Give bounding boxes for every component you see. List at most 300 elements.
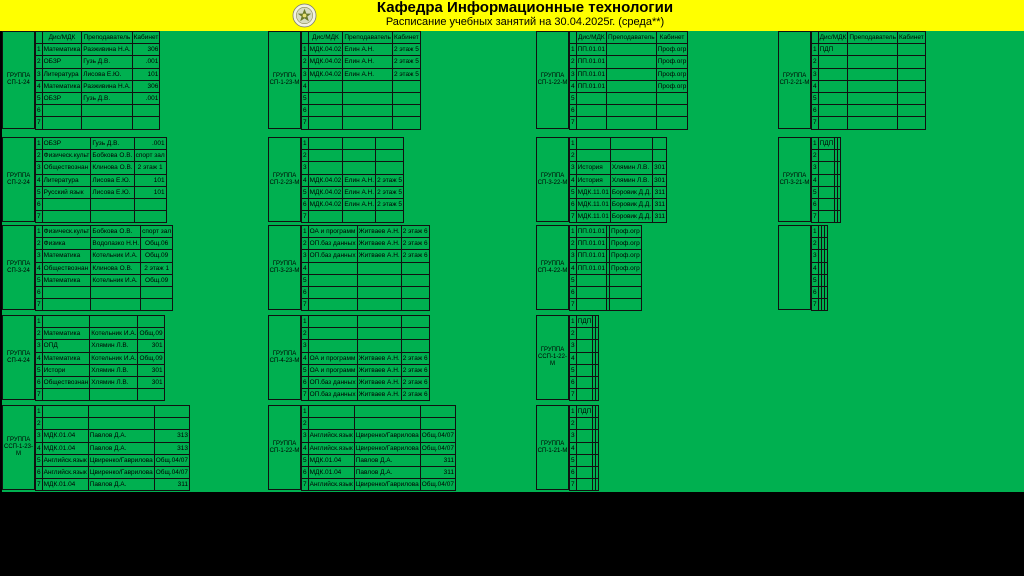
- lesson-number: 1: [36, 316, 43, 328]
- table-row: [36, 340, 165, 352]
- table-row: [36, 150, 167, 162]
- lesson-table: [569, 225, 642, 311]
- teacher-cell: Житваев А.Н.: [357, 238, 401, 250]
- teacher-cell: [357, 299, 401, 311]
- room-cell: [653, 138, 667, 150]
- lesson-number: 1: [36, 226, 43, 238]
- table-row: [36, 466, 190, 478]
- lesson-number: 2: [302, 150, 309, 162]
- subject-cell: МДК.11.01: [576, 198, 610, 210]
- room-cell: [596, 406, 599, 418]
- teacher-cell: [357, 340, 401, 352]
- lesson-number: 1: [570, 44, 577, 56]
- table-row: [570, 299, 642, 311]
- table-row: [570, 328, 599, 340]
- header-teacher: Преподаватель: [848, 32, 898, 44]
- table-row: [570, 198, 667, 210]
- teacher-cell: [357, 286, 401, 298]
- subject-cell: Литература: [42, 174, 91, 186]
- subject-cell: [576, 466, 593, 478]
- lesson-table: [811, 137, 841, 223]
- lesson-number: 2: [570, 238, 577, 250]
- table-row: [570, 250, 642, 262]
- teacher-cell: Житваев А.Н.: [357, 364, 401, 376]
- header-number-cell: [812, 32, 819, 44]
- group-name: ГРУППА СП-4-22-М: [536, 225, 569, 310]
- schedule-grid: [2, 31, 1024, 492]
- subject-cell: [576, 150, 610, 162]
- teacher-cell: [607, 105, 657, 117]
- table-row: [812, 80, 926, 92]
- subject-cell: [576, 364, 593, 376]
- subject-cell: ПП.01.01: [576, 238, 606, 250]
- teacher-cell: Гузь Д.В.: [91, 138, 134, 150]
- header-number-cell: [570, 32, 577, 44]
- table-row: [812, 92, 926, 104]
- table-row: [36, 56, 160, 68]
- teacher-cell: [354, 406, 420, 418]
- lesson-number: 2: [302, 56, 309, 68]
- room-cell: [420, 418, 455, 430]
- group-name: ГРУППА СП-2-21-М: [778, 31, 811, 129]
- table-row: [570, 442, 599, 454]
- teacher-cell: [343, 162, 376, 174]
- subject-cell: [576, 389, 593, 401]
- lesson-table: [811, 31, 926, 130]
- table-row: [812, 250, 828, 262]
- room-cell: [596, 316, 599, 328]
- lesson-number: 1: [302, 316, 309, 328]
- subject-cell: ОП.баз данных: [308, 238, 357, 250]
- teacher-cell: [90, 316, 138, 328]
- lesson-number: 5: [36, 92, 43, 104]
- table-row: [302, 138, 404, 150]
- subject-cell: [42, 198, 91, 210]
- teacher-cell: Клинова О.В.: [91, 262, 141, 274]
- teacher-cell: [848, 56, 898, 68]
- teacher-cell: Боровик Д.Д.: [610, 186, 652, 198]
- table-row: [302, 262, 430, 274]
- room-cell: [376, 211, 404, 223]
- subject-cell: [308, 162, 343, 174]
- lesson-number: 3: [570, 250, 577, 262]
- lesson-table: [35, 405, 190, 491]
- lesson-number: 6: [570, 198, 577, 210]
- room-cell: Проф.огр: [610, 262, 642, 274]
- subject-cell: ПП.01.01: [576, 250, 606, 262]
- lesson-number: 2: [36, 328, 43, 340]
- subject-cell: [576, 418, 593, 430]
- room-cell: [610, 286, 642, 298]
- table-header-row: [570, 32, 688, 44]
- subject-cell: [308, 92, 343, 104]
- lesson-number: 7: [36, 211, 43, 223]
- lesson-number: 4: [570, 352, 577, 364]
- table-row: [36, 418, 190, 430]
- room-cell: [154, 418, 189, 430]
- lesson-table: [301, 315, 430, 401]
- room-cell: [596, 442, 599, 454]
- room-cell: 301: [138, 376, 164, 388]
- lesson-number: 5: [812, 274, 819, 286]
- table-row: [302, 328, 430, 340]
- table-row: [570, 364, 599, 376]
- page-title: Кафедра Информационные технологии: [376, 0, 674, 16]
- room-cell: [392, 92, 420, 104]
- lesson-number: 5: [570, 92, 577, 104]
- table-row: [302, 162, 404, 174]
- teacher-cell: Цвиренко/Гаврилова: [354, 442, 420, 454]
- lesson-number: 4: [36, 80, 43, 92]
- lesson-number: 5: [36, 364, 43, 376]
- room-cell: 2 этаж 5: [392, 44, 420, 56]
- room-cell: Общ.09: [138, 352, 164, 364]
- teacher-cell: Хлямин Л.В.: [90, 340, 138, 352]
- teacher-cell: Елин А.Н.: [343, 68, 393, 80]
- lesson-number: 3: [36, 162, 43, 174]
- room-cell: Общ.04/07: [420, 479, 455, 491]
- table-row: [812, 105, 926, 117]
- group-name: ГРУППА СП-1-22-М: [268, 405, 301, 490]
- lesson-number: 1: [302, 44, 309, 56]
- lesson-number: 1: [302, 138, 309, 150]
- group-name: [778, 225, 811, 310]
- table-row: [570, 162, 667, 174]
- lesson-number: 5: [302, 92, 309, 104]
- subject-cell: МДК.01.04: [42, 430, 88, 442]
- table-row: [36, 376, 165, 388]
- subject-cell: ОБЗР: [42, 92, 82, 104]
- room-cell: [838, 174, 841, 186]
- lesson-number: 2: [302, 238, 309, 250]
- teacher-cell: Бобкова О.В.: [91, 150, 134, 162]
- room-cell: [824, 250, 827, 262]
- teacher-cell: [848, 92, 898, 104]
- room-cell: .001: [134, 138, 166, 150]
- teacher-cell: Павлов Д.А.: [88, 430, 154, 442]
- lesson-number: 5: [570, 454, 577, 466]
- lesson-table: [569, 137, 667, 223]
- teacher-cell: Цвиренко/Гаврилова: [88, 466, 154, 478]
- group-name: ГРУППА СП-3-21-М: [778, 137, 811, 222]
- teacher-cell: Елин А.Н.: [343, 186, 376, 198]
- lesson-number: 7: [36, 117, 43, 129]
- subject-cell: Английск.язык: [308, 479, 354, 491]
- teacher-cell: Котельник И.А.: [91, 274, 141, 286]
- header-room: Кабинет: [132, 32, 160, 44]
- group-name: ГРУППА СП-3-23-М: [268, 225, 301, 310]
- subject-cell: Физика: [42, 238, 91, 250]
- room-cell: 2 этаж 6: [401, 226, 429, 238]
- table-row: [302, 340, 430, 352]
- room-cell: [897, 80, 925, 92]
- table-row: [302, 174, 404, 186]
- room-cell: 301: [653, 162, 667, 174]
- table-row: [812, 238, 828, 250]
- room-cell: [838, 186, 841, 198]
- room-cell: [132, 117, 160, 129]
- table-row: [570, 466, 599, 478]
- table-row: [302, 44, 421, 56]
- teacher-cell: Павлов Д.А.: [354, 454, 420, 466]
- lesson-number: 1: [812, 226, 819, 238]
- table-row: [36, 211, 167, 223]
- lesson-number: 3: [812, 250, 819, 262]
- subject-cell: МДК.04.02: [308, 44, 343, 56]
- lesson-number: 5: [36, 454, 43, 466]
- subject-cell: ОП.баз данных: [308, 376, 357, 388]
- room-cell: [154, 406, 189, 418]
- room-cell: [824, 226, 827, 238]
- subject-cell: [308, 328, 357, 340]
- lesson-number: 4: [812, 174, 819, 186]
- teacher-cell: [357, 316, 401, 328]
- table-row: [36, 364, 165, 376]
- room-cell: [824, 238, 827, 250]
- room-cell: 2 этаж 5: [392, 56, 420, 68]
- lesson-number: 7: [570, 389, 577, 401]
- teacher-cell: [90, 389, 138, 401]
- subject-cell: [576, 442, 593, 454]
- lesson-number: 5: [570, 364, 577, 376]
- table-row: [36, 186, 167, 198]
- room-cell: Общ.06: [141, 238, 173, 250]
- header-number-cell: [302, 32, 309, 44]
- table-row: [302, 430, 456, 442]
- subject-cell: [818, 186, 835, 198]
- lesson-number: 3: [302, 250, 309, 262]
- subject-cell: Английск.язык: [42, 466, 88, 478]
- teacher-cell: Павлов Д.А.: [354, 466, 420, 478]
- room-cell: [596, 328, 599, 340]
- subject-cell: [308, 418, 354, 430]
- table-row: [570, 274, 642, 286]
- subject-cell: МДК.04.02: [308, 186, 343, 198]
- room-cell: [838, 150, 841, 162]
- room-cell: Общ.04/07: [420, 442, 455, 454]
- lesson-number: 4: [36, 174, 43, 186]
- header-teacher: Преподаватель: [343, 32, 393, 44]
- lesson-number: 4: [36, 442, 43, 454]
- lesson-table: [811, 225, 828, 311]
- subject-cell: МДК.04.02: [308, 174, 343, 186]
- table-row: [36, 44, 160, 56]
- subject-cell: Математика: [42, 250, 91, 262]
- teacher-cell: Цвиренко/Гаврилова: [88, 454, 154, 466]
- subject-cell: ПП.01.01: [576, 226, 606, 238]
- subject-cell: [818, 211, 835, 223]
- teacher-cell: [848, 68, 898, 80]
- room-cell: [596, 418, 599, 430]
- lesson-number: 5: [302, 274, 309, 286]
- lesson-table: [301, 31, 421, 130]
- subject-cell: [576, 105, 606, 117]
- lesson-number: 4: [570, 442, 577, 454]
- room-cell: [401, 316, 429, 328]
- subject-cell: Математика: [42, 80, 82, 92]
- group-name: ГРУППА СП-1-21-М: [536, 405, 569, 490]
- teacher-cell: [343, 80, 393, 92]
- room-cell: 2 этаж 6: [401, 376, 429, 388]
- table-row: [36, 198, 167, 210]
- table-row: [36, 406, 190, 418]
- lesson-number: 1: [36, 406, 43, 418]
- table-row: [302, 376, 430, 388]
- room-cell: [897, 117, 925, 129]
- teacher-cell: Бобкова О.В.: [91, 226, 141, 238]
- room-cell: 301: [653, 174, 667, 186]
- teacher-cell: Гузь Д.В.: [82, 56, 132, 68]
- subject-cell: [308, 150, 343, 162]
- table-row: [570, 316, 599, 328]
- teacher-cell: Лисова Е.Ю.: [82, 68, 132, 80]
- table-row: [302, 454, 456, 466]
- subject-cell: МДК.11.01: [576, 186, 610, 198]
- lesson-number: 4: [302, 352, 309, 364]
- lesson-number: 4: [302, 442, 309, 454]
- table-row: [36, 68, 160, 80]
- subject-cell: [576, 352, 593, 364]
- subject-cell: [818, 174, 835, 186]
- subject-cell: [818, 198, 835, 210]
- table-row: [570, 479, 599, 491]
- room-cell: [656, 105, 688, 117]
- lesson-number: 5: [570, 186, 577, 198]
- group-name: ГРУППА СП-2-23-М: [268, 137, 301, 222]
- room-cell: 2 этаж 5: [392, 68, 420, 80]
- lesson-number: 2: [812, 150, 819, 162]
- table-row: [302, 299, 430, 311]
- table-row: [570, 117, 688, 129]
- teacher-cell: [88, 418, 154, 430]
- teacher-cell: [848, 80, 898, 92]
- subject-cell: МДК.04.02: [308, 56, 343, 68]
- room-cell: Общ.09: [141, 250, 173, 262]
- teacher-cell: [91, 299, 141, 311]
- teacher-cell: Житваев А.Н.: [357, 376, 401, 388]
- lesson-number: 2: [302, 328, 309, 340]
- lesson-number: 5: [302, 186, 309, 198]
- subject-cell: МДК.04.02: [308, 198, 343, 210]
- teacher-cell: [91, 198, 134, 210]
- room-cell: 101: [134, 186, 166, 198]
- subject-cell: [308, 138, 343, 150]
- lesson-table: [569, 405, 599, 491]
- header-bar: [0, 0, 1024, 31]
- lesson-number: 1: [812, 138, 819, 150]
- subject-cell: [308, 286, 357, 298]
- lesson-number: 6: [812, 286, 819, 298]
- table-row: [302, 406, 456, 418]
- lesson-number: 2: [570, 418, 577, 430]
- table-row: [570, 150, 667, 162]
- subject-cell: МДК.01.04: [42, 479, 88, 491]
- lesson-table: [301, 225, 430, 311]
- room-cell: 2 этаж 6: [401, 389, 429, 401]
- lesson-number: 3: [36, 250, 43, 262]
- lesson-number: 4: [570, 262, 577, 274]
- subject-cell: ОПД: [42, 340, 90, 352]
- subject-cell: Физическ.культ: [42, 150, 91, 162]
- table-row: [812, 56, 926, 68]
- subject-cell: [818, 80, 848, 92]
- page-subtitle: Расписание учебных занятий на 30.04.2025г. (среда**): [385, 16, 665, 28]
- header-room: Кабинет: [897, 32, 925, 44]
- subject-cell: [576, 138, 610, 150]
- lesson-number: 5: [302, 454, 309, 466]
- teacher-cell: [848, 105, 898, 117]
- table-row: [570, 68, 688, 80]
- room-cell: [596, 430, 599, 442]
- header-subject: Дис/МДК: [308, 32, 343, 44]
- room-cell: [596, 466, 599, 478]
- room-cell: [376, 138, 404, 150]
- table-row: [36, 226, 173, 238]
- teacher-cell: Хлямин Л.В.: [90, 364, 138, 376]
- table-row: [36, 250, 173, 262]
- lesson-number: 6: [36, 466, 43, 478]
- room-cell: 313: [154, 430, 189, 442]
- lesson-number: 4: [570, 80, 577, 92]
- table-row: [36, 80, 160, 92]
- teacher-cell: Елин А.Н.: [343, 174, 376, 186]
- room-cell: [610, 299, 642, 311]
- table-row: [36, 92, 160, 104]
- subject-cell: История: [576, 162, 610, 174]
- subject-cell: [42, 299, 91, 311]
- subject-cell: Физическ.культ: [42, 226, 91, 238]
- subject-cell: [308, 80, 343, 92]
- teacher-cell: [607, 117, 657, 129]
- subject-cell: [308, 274, 357, 286]
- table-row: [36, 328, 165, 340]
- header-subject: Дис/МДК: [42, 32, 82, 44]
- room-cell: [838, 162, 841, 174]
- table-row: [570, 56, 688, 68]
- room-cell: Проф.огр: [656, 68, 688, 80]
- table-row: [570, 376, 599, 388]
- lesson-number: 4: [36, 352, 43, 364]
- lesson-number: 5: [812, 186, 819, 198]
- subject-cell: [42, 406, 88, 418]
- subject-cell: МДК.04.02: [308, 68, 343, 80]
- table-row: [36, 430, 190, 442]
- room-cell: 2 этаж 6: [401, 352, 429, 364]
- lesson-number: 4: [36, 262, 43, 274]
- teacher-cell: [91, 211, 134, 223]
- teacher-cell: Хлямин Л.В.: [90, 376, 138, 388]
- lesson-number: 7: [36, 479, 43, 491]
- room-cell: [141, 299, 173, 311]
- lesson-number: 7: [570, 117, 577, 129]
- table-row: [36, 479, 190, 491]
- table-row: [812, 150, 841, 162]
- lesson-number: 6: [570, 105, 577, 117]
- lesson-number: 2: [812, 238, 819, 250]
- subject-cell: Обществознан: [42, 262, 91, 274]
- teacher-cell: Котельник И.А.: [91, 250, 141, 262]
- table-row: [302, 466, 456, 478]
- group-name: ГРУППА СП-4-24: [2, 315, 35, 400]
- subject-cell: Математика: [42, 44, 82, 56]
- teacher-cell: Разживина Н.А.: [82, 80, 132, 92]
- table-row: [302, 56, 421, 68]
- room-cell: [596, 352, 599, 364]
- teacher-cell: [607, 80, 657, 92]
- group-name: ГРУППА СП-1-24: [2, 31, 35, 129]
- room-cell: [897, 105, 925, 117]
- room-cell: [838, 138, 841, 150]
